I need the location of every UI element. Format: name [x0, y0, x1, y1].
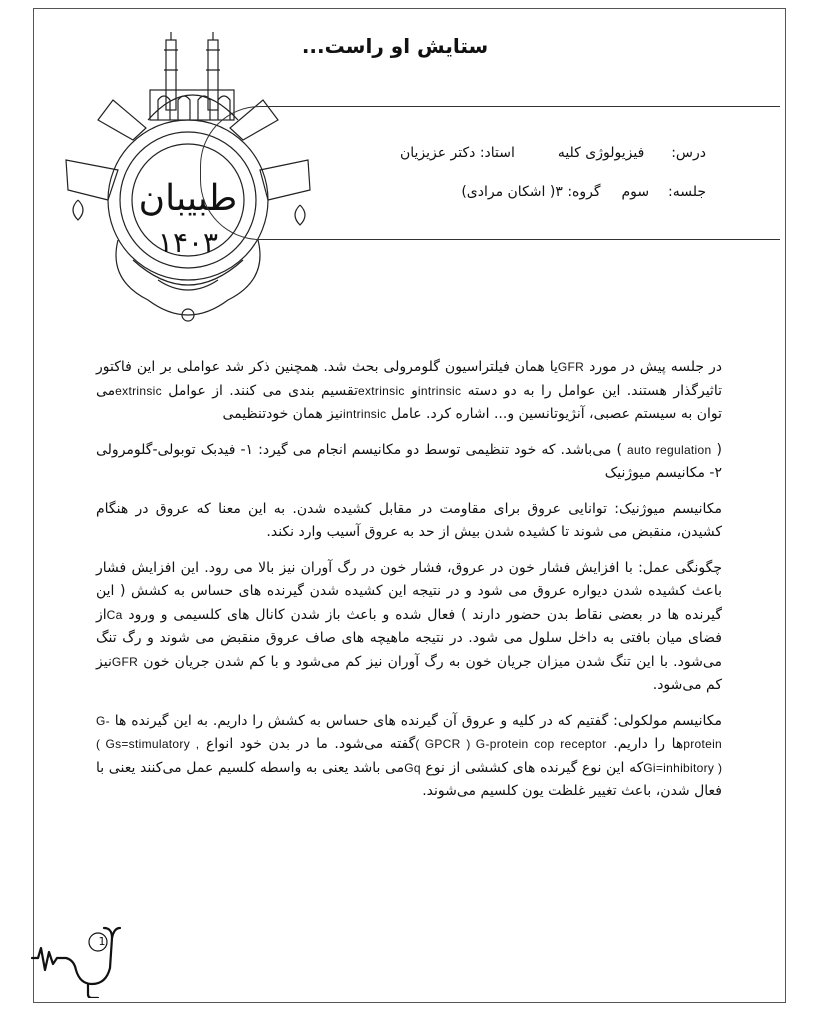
paragraph-molecular: مکانیسم مولکولی: گفتیم که در کلیه و عروق آن گیرنده های حساس به کشش را داریم. به این گیرنده ها G-proteinها را داریم. ( GPCR ) G-protein cop receptorگفته می‌شود. ما در بدن خود انواع ( Gs=stimulatory , Gi=inhibitory )که این نوع گیرنده های کششی از نوع Gqمی باشد یعنی به واسطه کلسیم عمل می‌کنند یعنی با فعال شدن، باعث تغییر غلظت یون کلسیم می‌شوند.	[96, 712, 723, 799]
header-course-row	[400, 145, 706, 161]
course-label: درس:	[671, 145, 706, 161]
document-body	[96, 356, 722, 816]
header-session-row	[461, 184, 706, 200]
session-label: جلسه:	[667, 184, 706, 200]
professor-name: استاد: دکتر عزیزیان	[399, 145, 515, 161]
paragraph-mechanism: چگونگی عمل: با افزایش فشار خون در عروق، فشار خون در رگ آوران نیز بالا می رود. این افزایش فشار باعث کشیده شدن دیواره عروق می شود و در نتیجه این کشیده شدن گیرنده های حساس به کشش ( این گیرنده ها در بعضی نقاط بدن حضور دارند ) فعال شده و باعث باز شدن کانال های کلسیمی و ورود Caاز فضای میان بافتی به داخل سلول می شود. در نتیجه ماهیچه های صاف عروق منقبض می شوند و رگ تنگ می‌شود. با این تنگ شدن میزان جریان خون به رگ آوران نیز کم می‌شود و با کم شدن جریان خون GFRنیز کم می‌شود.	[96, 559, 722, 693]
logo-text-main: طبیبان	[138, 178, 238, 219]
stethoscope-icon	[30, 918, 130, 998]
group-info: گروه: ۳( اشکان مرادی)	[461, 184, 601, 200]
course-name: فیزیولوژی کلیه	[557, 145, 645, 161]
header-box	[200, 106, 780, 240]
page-title: ستایش او راست...	[301, 34, 489, 58]
paragraph-autoregulation: ( auto regulation ) می‌باشد. که خود تنظیمی توسط دو مکانیسم انجام می گیرد: ۱- فیدبک توبولی-گلومرولی ۲- مکانیسم میوژنیک	[96, 441, 722, 481]
paragraph-myogenic: مکانیسم میوژنیک: توانایی عروق برای مقاومت در مقابل کشیده شدن. به این معنا که عروق در هنگام کشیدن، منقبض می شوند تا کشیده شدن بیش از حد به عروق آسیب وارد نکند.	[96, 500, 722, 540]
paragraph-gfr-intro: در جلسه پیش در مورد GFRیا همان فیلتراسیون گلومرولی بحث شد. همچنین ذکر شد عواملی بر این فاکتور تاثیرگذار هستند. این عوامل را به دو دسته intrinsicو extrinsicتقسیم بندی می کنند. از عوامل extrinsicمی توان به سیستم عصبی، آنژیوتانسین و... اشاره کرد. عامل intrinsicنیز همان خودتنظیمی	[96, 359, 722, 422]
logo-text-year: ۱۴۰۳	[157, 226, 219, 259]
session-value: سوم	[621, 184, 650, 200]
page-number: 1	[98, 935, 106, 948]
